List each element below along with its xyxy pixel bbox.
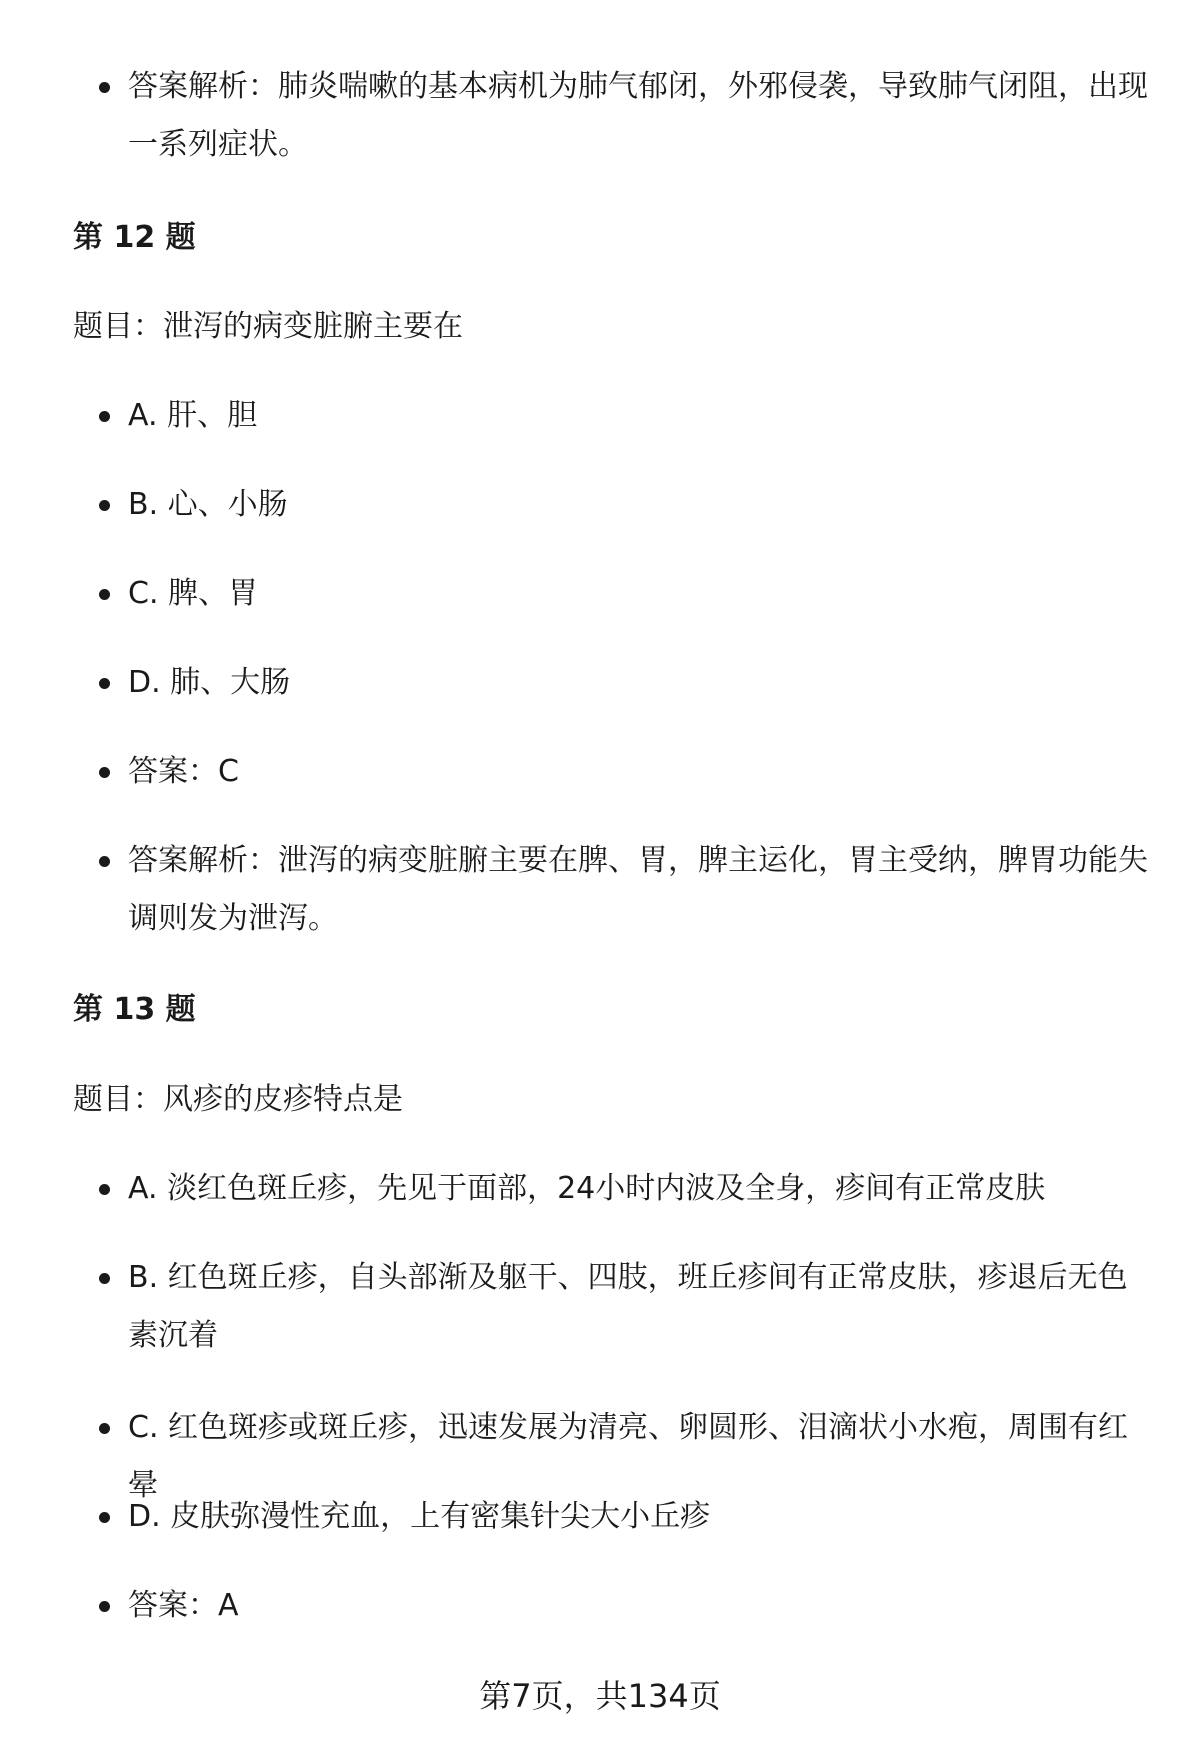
q12-answer: 答案：C bbox=[128, 743, 1148, 801]
page-number: 第7页，共134页 bbox=[479, 1677, 721, 1715]
question-13-heading: 第 13 题 bbox=[73, 992, 196, 1027]
q13-answer: 答案：A bbox=[128, 1577, 1148, 1635]
q13-option-a: A. 淡红色斑丘疹，先见于面部，24小时内波及全身，疹间有正常皮肤 bbox=[128, 1160, 1148, 1218]
question-12-text: 题目：泄泻的病变脏腑主要在 bbox=[73, 309, 463, 344]
q12-option-b: B. 心、小肠 bbox=[128, 476, 1148, 534]
question-12-heading: 第 12 题 bbox=[73, 220, 196, 255]
q12-option-d: D. 肺、大肠 bbox=[128, 654, 1148, 712]
prev-analysis: 答案解析：肺炎喘嗽的基本病机为肺气郁闭，外邪侵袭，导致肺气闭阻，出现一系列症状。 bbox=[128, 58, 1148, 174]
q12-option-a: A. 肝、胆 bbox=[128, 387, 1148, 445]
q12-analysis: 答案解析：泄泻的病变脏腑主要在脾、胃，脾主运化，胃主受纳，脾胃功能失调则发为泄泻。 bbox=[128, 832, 1148, 948]
q13-option-b: B. 红色斑丘疹，自头部渐及躯干、四肢，班丘疹间有正常皮肤，疹退后无色素沉着 bbox=[128, 1249, 1148, 1365]
q13-option-c: C. 红色斑疹或斑丘疹，迅速发展为清亮、卵圆形、泪滴状小水疱，周围有红晕 bbox=[128, 1399, 1148, 1515]
question-13-text: 题目：风疹的皮疹特点是 bbox=[73, 1082, 403, 1117]
q12-option-c: C. 脾、胃 bbox=[128, 565, 1148, 623]
q13-option-d: D. 皮肤弥漫性充血，上有密集针尖大小丘疹 bbox=[128, 1488, 1148, 1546]
